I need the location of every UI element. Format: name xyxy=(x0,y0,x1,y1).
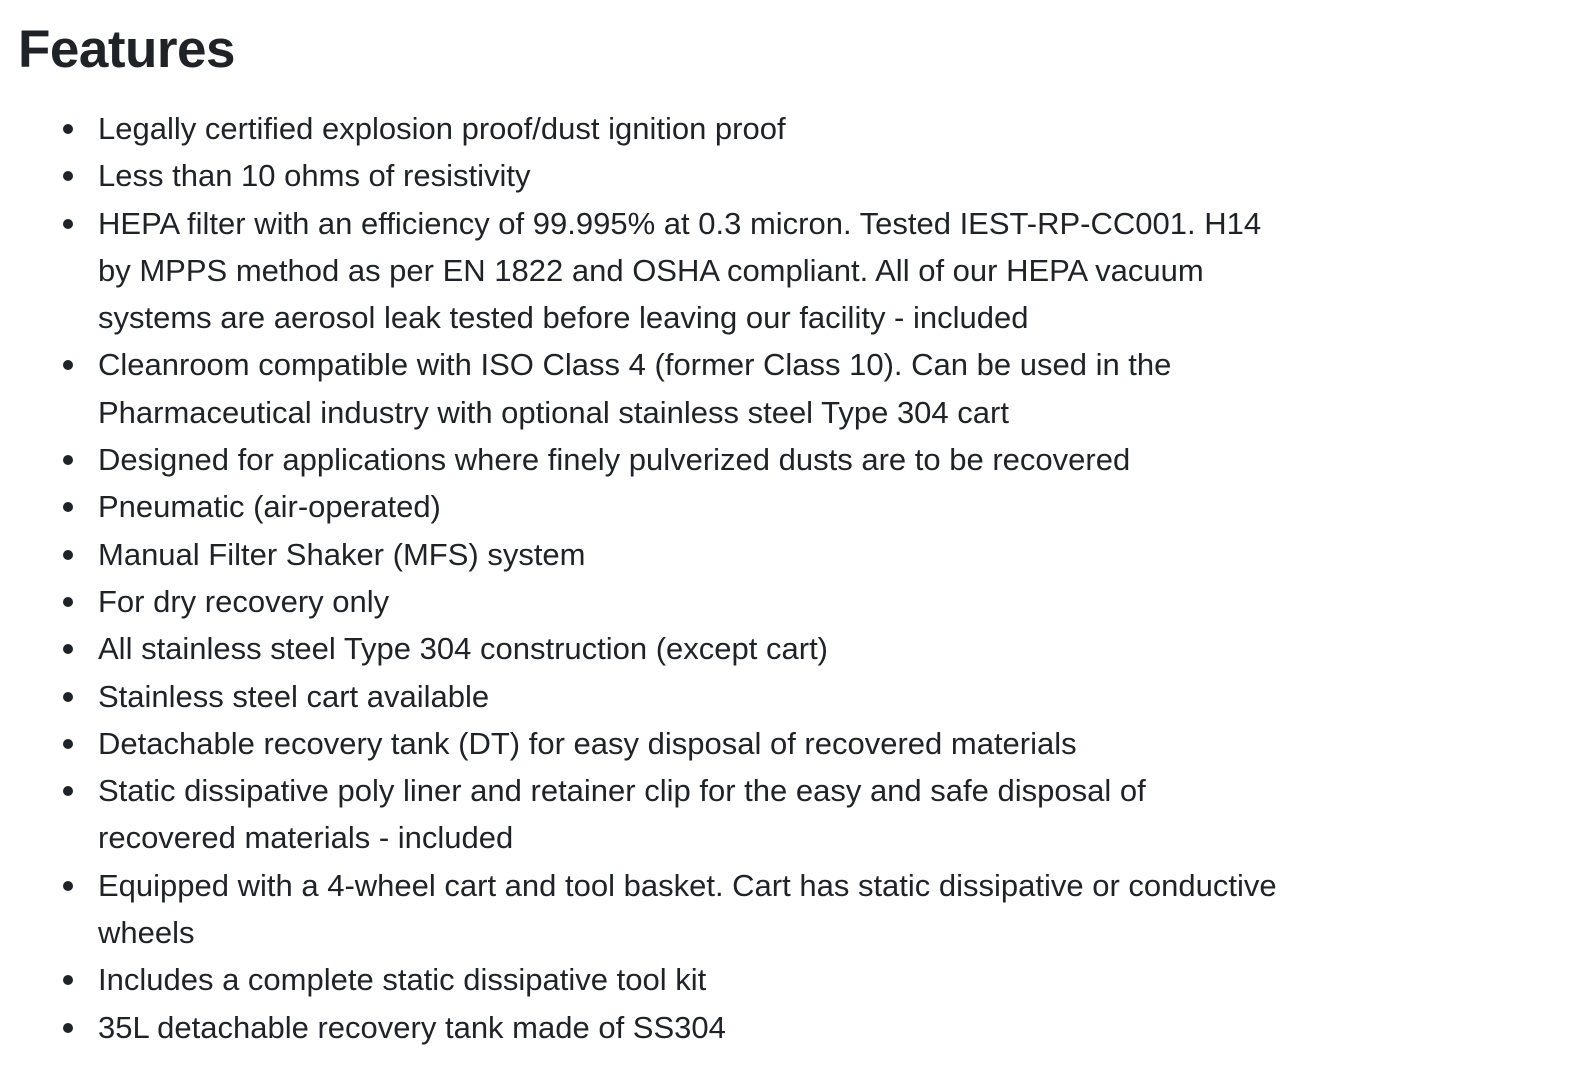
list-item xyxy=(18,341,1278,436)
list-item xyxy=(18,578,1278,625)
list-item xyxy=(18,483,1278,530)
bullet-icon xyxy=(63,739,73,749)
bullet-icon xyxy=(63,881,73,891)
bullet-icon xyxy=(63,644,73,654)
list-item-text: HEPA filter with an efficiency of 99.995% at 0.3 micron. Tested IEST-RP-CC001. H14 by MPPS method as per EN 1822 and OSHA compliant. All of our HEPA vacuum systems are aerosol leak tested before leaving our facility - included xyxy=(98,205,1262,336)
list-item xyxy=(18,956,1278,1003)
list-item xyxy=(18,720,1278,767)
list-item-text: Designed for applications where finely pulverized dusts are to be recovered xyxy=(98,442,1131,478)
bullet-icon xyxy=(63,692,73,702)
list-item-text: Includes a complete static dissipative tool kit xyxy=(98,962,707,998)
list-item xyxy=(18,436,1278,483)
list-item xyxy=(18,767,1278,862)
bullet-icon xyxy=(63,171,73,181)
bullet-icon xyxy=(63,975,73,985)
bullet-icon xyxy=(63,550,73,560)
list-item xyxy=(18,673,1278,720)
bullet-icon xyxy=(63,124,73,134)
list-item xyxy=(18,105,1278,152)
list-item-text: Legally certified explosion proof/dust ignition proof xyxy=(98,111,786,146)
list-item-text: For dry recovery only xyxy=(98,583,390,619)
list-item-text: Less than 10 ohms of resistivity xyxy=(98,158,531,194)
list-item-text: Detachable recovery tank (DT) for easy disposal of recovered materials xyxy=(98,725,1077,761)
list-item-text: Manual Filter Shaker (MFS) system xyxy=(98,536,586,572)
list-item xyxy=(18,625,1278,672)
bullet-icon xyxy=(63,360,73,370)
bullet-icon xyxy=(63,455,73,465)
list-item xyxy=(18,862,1278,957)
list-item-text: Cleanroom compatible with ISO Class 4 (former Class 10). Can be used in the Pharmaceutical industry with optional stainless steel Type 304 cart xyxy=(98,347,1172,430)
list-item-text: 35L detachable recovery tank made of SS304 xyxy=(98,1009,726,1045)
features-list xyxy=(18,105,1278,1051)
list-item xyxy=(18,200,1278,342)
bullet-icon xyxy=(63,219,73,229)
list-item xyxy=(18,1004,1278,1051)
list-item-text: All stainless steel Type 304 construction (except cart) xyxy=(98,631,828,667)
bullet-icon xyxy=(63,502,73,512)
list-item xyxy=(18,531,1278,578)
list-item-text: Equipped with a 4-wheel cart and tool basket. Cart has static dissipative or conductive wheels xyxy=(98,867,1277,951)
page-title: Features xyxy=(18,20,235,79)
bullet-icon xyxy=(63,597,73,607)
list-item-text: Static dissipative poly liner and retainer clip for the easy and safe disposal of recovered materials - included xyxy=(98,773,1146,856)
list-item-text: Stainless steel cart available xyxy=(98,678,490,714)
list-item-text: Pneumatic (air-operated) xyxy=(98,489,441,525)
bullet-icon xyxy=(63,1023,73,1033)
list-item xyxy=(18,152,1278,199)
bullet-icon xyxy=(63,786,73,796)
